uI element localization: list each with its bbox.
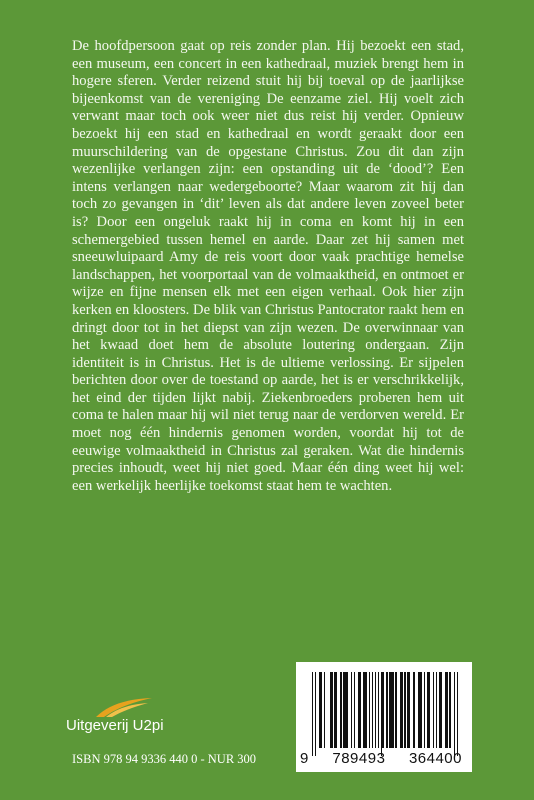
barcode-digits <box>300 750 468 767</box>
barcode-bar <box>324 672 325 748</box>
barcode-bar <box>386 672 387 748</box>
barcode-bar <box>321 672 322 748</box>
barcode-bar <box>413 672 414 748</box>
barcode-bar <box>424 672 425 748</box>
barcode-bar <box>336 672 337 748</box>
barcode <box>296 662 472 772</box>
barcode-bar <box>382 672 383 748</box>
barcode-bar <box>312 672 313 756</box>
barcode-bar <box>436 672 437 748</box>
barcode-bar <box>351 672 352 748</box>
publisher-name: Uitgeverij U2pi <box>66 717 164 734</box>
barcode-bar <box>360 672 361 748</box>
barcode-bars <box>312 672 458 748</box>
barcode-bar <box>409 672 410 748</box>
barcode-bar <box>446 672 447 748</box>
barcode-bar <box>375 672 376 748</box>
barcode-bar <box>395 672 396 748</box>
barcode-bar <box>433 672 434 748</box>
back-cover-blurb: De hoofdpersoon gaat op reis zonder plan. Hij bezoekt een stad, een museum, een concert in een kathedraal, muziek brengt hem in hogere sferen. Verder reizend stuit hij bij toeval op de jaarlijkse bijeenkomst van de vereniging De eenzame ziel. Hij voelt zich verwant maar toch ook weer niet dus reist hij verder. Opnieuw bezoekt hij een stad en kathedraal en wordt geraakt door een muurschildering van de opgestane Christus. Zou dit dan zijn wezenlijke verlangen zijn: een opstanding uit de ‘dood’? Een intens verlangen naar wedergeboorte? Maar waarom zit hij dan toch zo gevangen in ‘dit’ leven als dat andere leven zoveel beter is? Door een ongeluk raakt hij in coma en komt hij in een schemergebied tussen hemel en aarde. Daar zet hij samen met sneeuwluipaard Amy de reis voort door vaak prachtige hemelse landschappen, het voorportaal van de volmaaktheid, en ontmoet er wijze en fijne mensen elk met een eigen verhaal. Ook hier zijn kerken en kloosters. De blik van Christus Pantocrator raakt hem en dringt door tot in het diepst van zijn wezen. De overwinnaar van het kwaad doet hem de absolute loutering ondergaan. Zijn identiteit is in Christus. Het is de ultieme verlossing. Er sijpelen berichten door over de toestand op aarde, het is er verschrikkelijk, het eind der tijden lijkt nabij. Ziekenbroeders proberen hem uit coma te halen maar hij wil niet terug naar de verdorven wereld. Er moet nog één hindernis genomen worden, voordat hij tot de eeuwige volmaaktheid in Christus zal geraken. Wat die hindernis precies inhoudt, weet hij niet goed. Maar één ding weet hij wel: een werkelijk heerlijke toekomst staat hem te wachten. <box>72 38 464 494</box>
barcode-left-group: 789493 <box>332 750 386 767</box>
barcode-bar <box>428 672 429 748</box>
barcode-bar <box>315 672 316 756</box>
barcode-bar <box>440 672 441 748</box>
barcode-bar <box>449 672 450 748</box>
barcode-bar <box>340 672 341 748</box>
publisher-logo <box>66 697 216 741</box>
barcode-bar <box>366 672 367 748</box>
barcode-first-digit: 9 <box>300 750 309 767</box>
barcode-bar <box>346 672 347 748</box>
barcode-bar <box>421 672 422 748</box>
barcode-bar <box>369 672 370 748</box>
barcode-bar <box>331 672 332 748</box>
barcode-bar <box>354 672 355 748</box>
barcode-bar <box>378 672 379 748</box>
wing-swoosh-icon <box>94 697 154 719</box>
barcode-right-group: 364400 <box>408 750 462 767</box>
barcode-bar <box>454 672 455 756</box>
barcode-bar <box>404 672 405 748</box>
isbn-nur-line: ISBN 978 94 9336 440 0 - NUR 300 <box>72 752 257 766</box>
barcode-bar <box>392 672 393 748</box>
barcode-bar <box>401 672 402 748</box>
barcode-bar <box>372 672 373 748</box>
barcode-bar <box>457 672 458 756</box>
